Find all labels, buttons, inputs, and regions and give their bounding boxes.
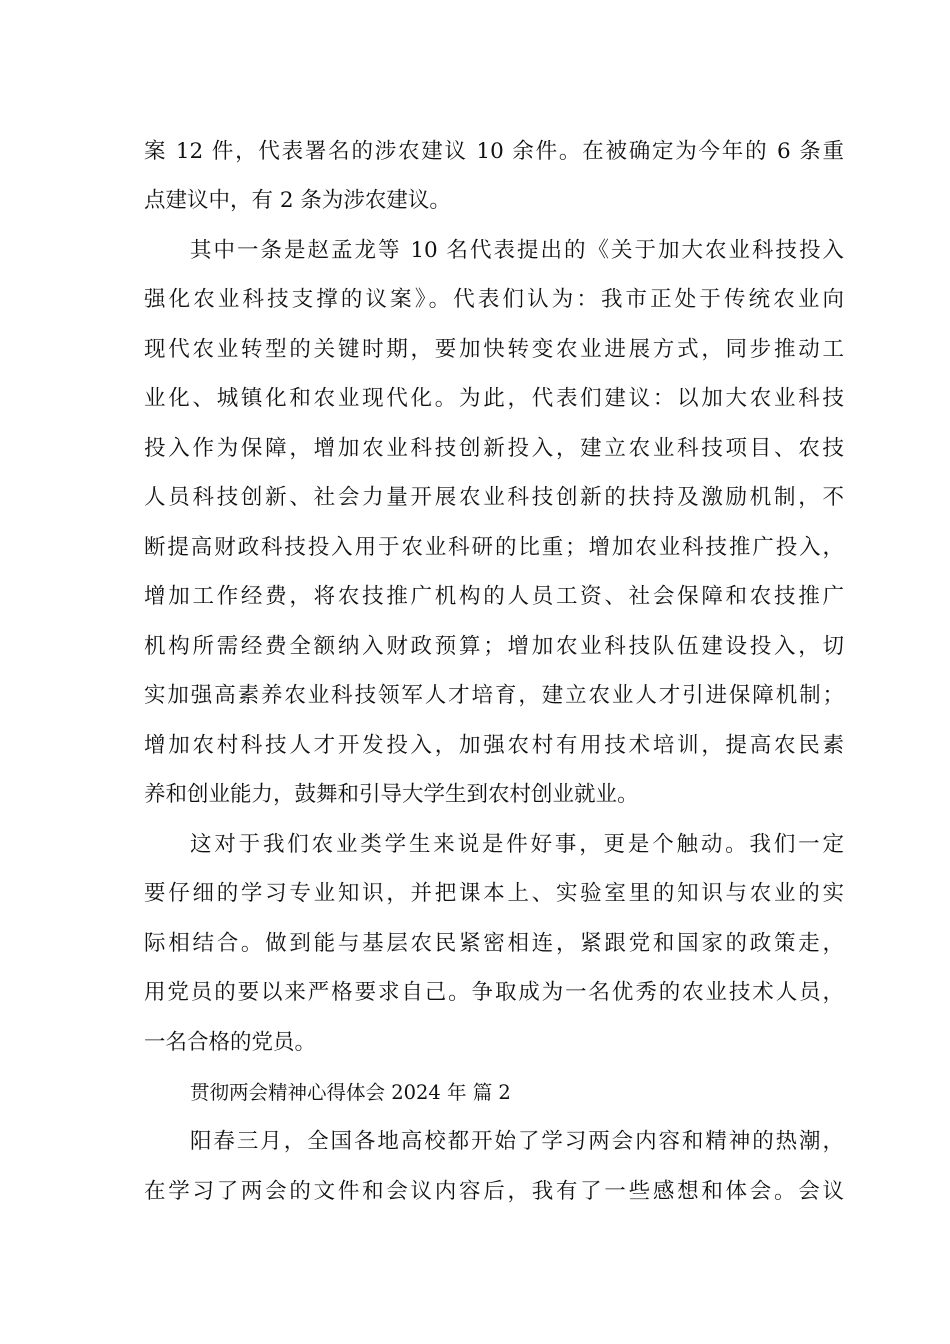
text-line: 要仔细的学习专业知识，并把课本上、实验室里的知识与农业的实	[144, 881, 844, 906]
text-line: 点建议中，有 2 条为涉农建议。	[144, 188, 451, 213]
paragraph-first-line: 阳春三月，全国各地高校都开始了学习两会内容和精神的热潮，	[190, 1129, 844, 1154]
text-line: 一名合格的党员。	[144, 1030, 317, 1055]
text-line: 断提高财政科技投入用于农业科研的比重；增加农业科技推广投入，	[144, 535, 844, 560]
text-line: 用党员的要以来严格要求自己。争取成为一名优秀的农业技术人员，	[144, 980, 844, 1005]
paragraph-first-line: 这对于我们农业类学生来说是件好事，更是个触动。我们一定	[190, 832, 844, 857]
section-heading: 贯彻两会精神心得体会 2024 年 篇 2	[190, 1081, 511, 1104]
text-line: 业化、城镇化和农业现代化。为此，代表们建议：以加大农业科技	[144, 386, 844, 411]
text-line: 强化农业科技支撑的议案》。代表们认为：我市正处于传统农业向	[144, 287, 844, 312]
paragraph-first-line: 其中一条是赵孟龙等 10 名代表提出的《关于加大农业科技投入	[190, 238, 844, 263]
text-line: 在学习了两会的文件和会议内容后，我有了一些感想和体会。会议	[144, 1179, 844, 1204]
text-line: 人员科技创新、社会力量开展农业科技创新的扶持及激励机制，不	[144, 485, 844, 510]
text-line: 际相结合。做到能与基层农民紧密相连，紧跟党和国家的政策走，	[144, 931, 844, 956]
text-line: 增加农村科技人才开发投入，加强农村有用技术培训，提高农民素	[144, 733, 844, 758]
text-line: 案 12 件，代表署名的涉农建议 10 余件。在被确定为今年的 6 条重	[144, 139, 844, 164]
text-line: 机构所需经费全额纳入财政预算；增加农业科技队伍建设投入，切	[144, 634, 844, 659]
text-line: 现代农业转型的关键时期，要加快转变农业进展方式，同步推动工	[144, 337, 844, 362]
text-line: 投入作为保障，增加农业科技创新投入，建立农业科技项目、农技	[144, 436, 844, 461]
text-line: 增加工作经费，将农技推广机构的人员工资、社会保障和农技推广	[144, 584, 844, 609]
text-line: 养和创业能力，鼓舞和引导大学生到农村创业就业。	[144, 782, 639, 807]
text-line: 实加强高素养农业科技领军人才培育，建立农业人才引进保障机制；	[144, 683, 844, 708]
